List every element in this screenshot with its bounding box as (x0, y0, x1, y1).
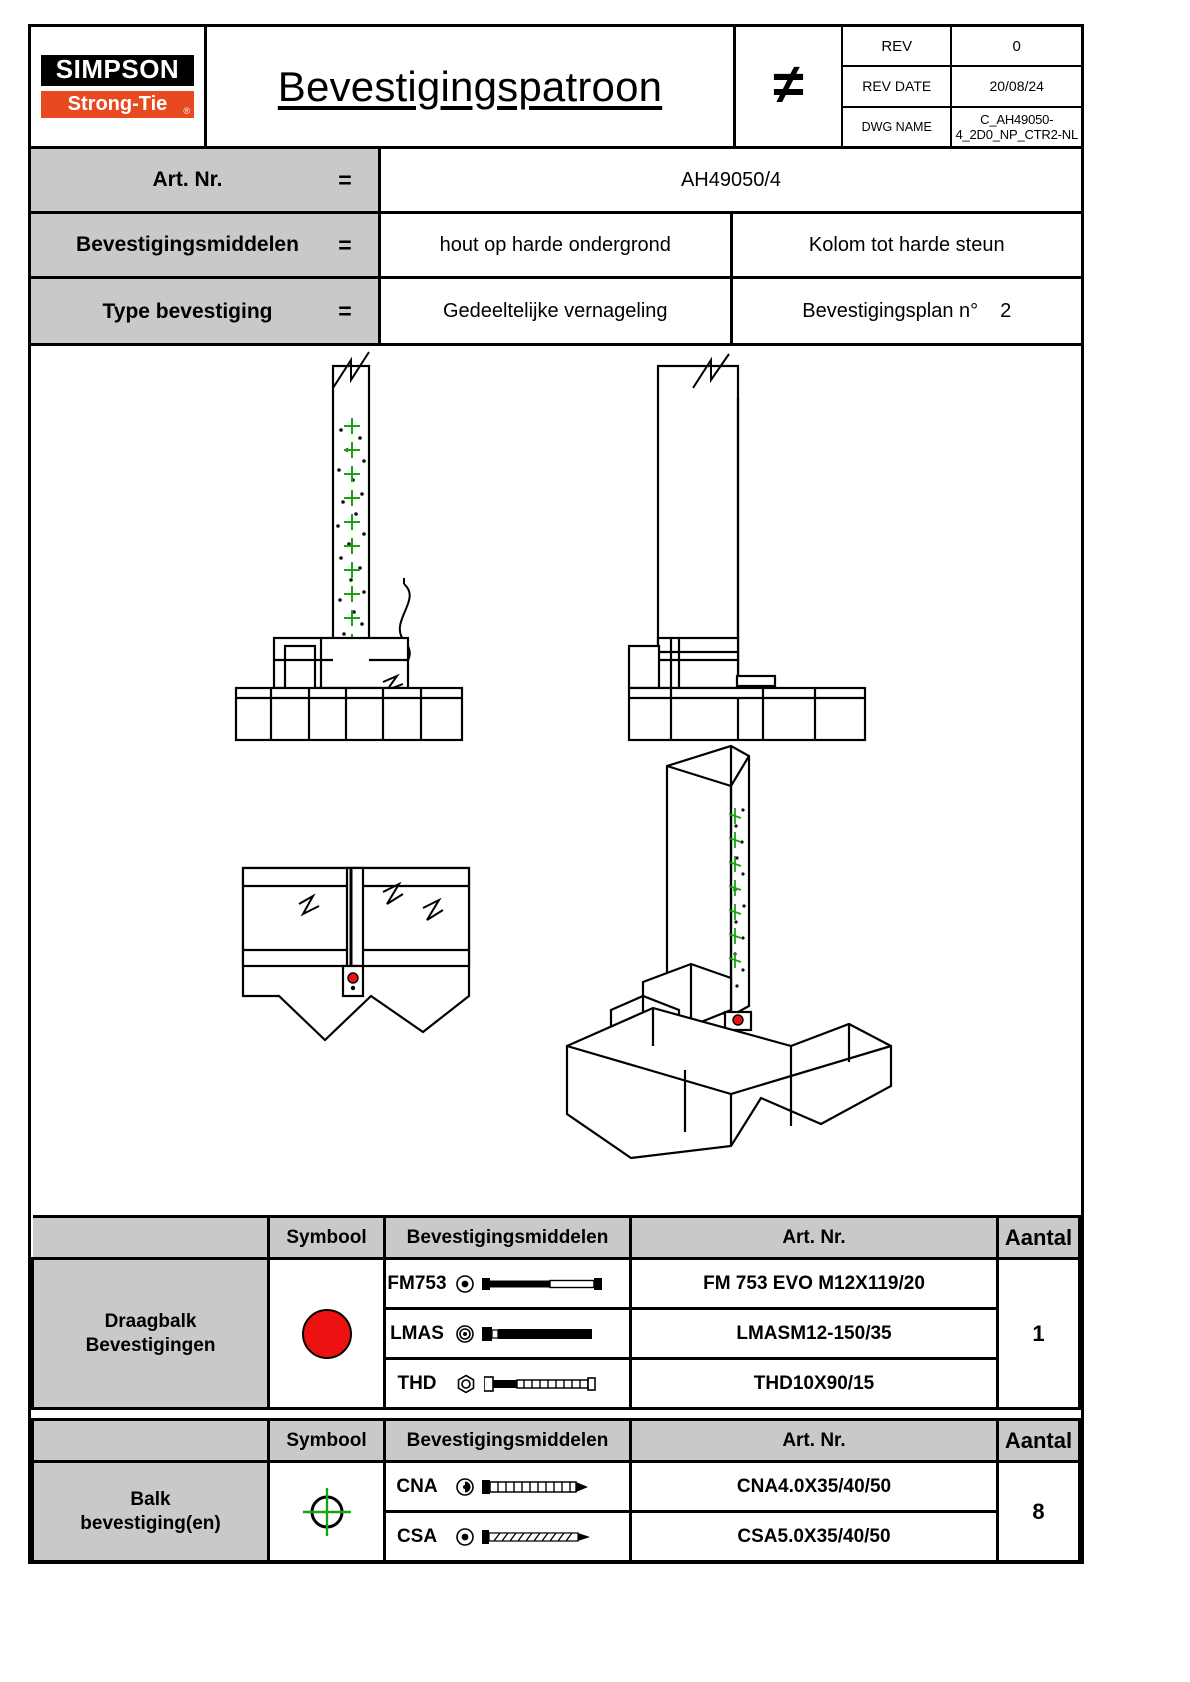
art-nr-csa: CSA5.0X35/40/50 (631, 1512, 998, 1562)
title-block (31, 27, 1081, 146)
table-header-row (33, 1217, 1080, 1259)
fastener-name: CSA (396, 1525, 438, 1547)
header-art-nr: Art. Nr. (631, 1217, 998, 1259)
header-fasteners: Bevestigingsmiddelen (385, 1420, 631, 1462)
brand-logo (31, 27, 207, 146)
green-crosshair-symbol (299, 1484, 355, 1540)
dwg-name-row (843, 108, 1081, 146)
isometric-3d-view (567, 746, 891, 1158)
equals-sign: = (338, 231, 352, 258)
art-nr-lmas: LMASM12-150/35 (631, 1309, 998, 1359)
info-value-plan (733, 279, 1082, 344)
quantity-draagbalk: 1 (998, 1259, 1080, 1409)
header-fasteners: Bevestigingsmiddelen (385, 1217, 631, 1259)
threaded-rod-icon (482, 1325, 604, 1343)
legend-area (31, 1215, 1081, 1563)
header-art-nr: Art. Nr. (631, 1420, 998, 1462)
sheet-title-cell (207, 27, 736, 146)
rev-date-value: 20/08/24 (989, 78, 1044, 95)
wood-screw-icon (482, 1528, 594, 1546)
registered-mark: ® (183, 106, 190, 117)
fastener-cell-csa (385, 1512, 631, 1562)
dwg-name-label: DWG NAME (843, 108, 952, 146)
info-block (31, 146, 1081, 343)
rev-value: 0 (1012, 37, 1021, 55)
equals-sign: = (338, 166, 352, 193)
dwg-name-value: C_AH49050-4_2D0_NP_CTR2-NL (955, 111, 1078, 142)
art-nr-thd: THD10X90/15 (631, 1359, 998, 1409)
group-label-line2: bevestiging(en) (80, 1512, 221, 1534)
fastener-name: THD (397, 1372, 437, 1394)
legend-table-joist-fixings (31, 1418, 1081, 1563)
group-label-line1: Draagbalk (104, 1310, 197, 1332)
drawing-area (31, 343, 1081, 1215)
page-title: Bevestigingspatroon (277, 62, 663, 110)
quantity-balk: 8 (998, 1462, 1080, 1562)
logo-strongtie-label: Strong-Tie (67, 93, 168, 116)
sheet-frame (28, 24, 1084, 1564)
info-value-fixing-type: Gedeeltelijke vernageling (381, 279, 733, 344)
hex-screw-icon (456, 1374, 476, 1394)
plan-number: 2 (1000, 300, 1012, 322)
art-nr-fm753: FM 753 EVO M12X119/20 (631, 1259, 998, 1309)
front-elevation-view (236, 352, 462, 740)
fastener-cell-lmas (385, 1309, 631, 1359)
red-circle-symbol (302, 1309, 352, 1359)
info-row-fasteners (31, 214, 1081, 279)
group-label-line1: Balk (130, 1488, 171, 1510)
revision-table (843, 27, 1081, 146)
legend-table-beam-fixings (31, 1215, 1081, 1410)
info-label-fixing-type (31, 279, 381, 344)
header-symbol: Symbool (269, 1420, 385, 1462)
info-value-art-nr: AH49050/4 (680, 168, 782, 191)
technical-drawing (31, 346, 1081, 1214)
screw-head-icon (456, 1528, 474, 1546)
revision-row (843, 27, 1081, 67)
plan-section-view (243, 868, 469, 1040)
bolt-head-icon (456, 1275, 474, 1293)
symbol-red-circle-cell (269, 1259, 385, 1409)
info-label-text: Bevestigingsmiddelen (76, 233, 299, 256)
info-row-art-nr (31, 149, 1081, 214)
group-label-balk (33, 1462, 269, 1562)
group-label-draagbalk (33, 1259, 269, 1409)
info-label-text: Type bevestiging (102, 299, 273, 323)
logo-strongtie-text (41, 91, 194, 118)
header-symbol: Symbool (269, 1217, 385, 1259)
table-row (33, 1462, 1080, 1512)
not-equal-icon (736, 27, 843, 146)
info-value-substrate: hout op harde ondergrond (381, 214, 733, 276)
header-blank (33, 1217, 269, 1259)
rev-date-label: REV DATE (843, 67, 952, 105)
fastener-name: CNA (396, 1475, 438, 1497)
plan-label: Bevestigingsplan n° (802, 300, 979, 322)
revision-block (736, 27, 1081, 146)
washer-bolt-icon (456, 1325, 474, 1343)
coach-screw-icon (484, 1375, 604, 1393)
info-value-application: Kolom tot harde steun (808, 233, 1005, 256)
not-equal-glyph: ≠ (773, 51, 804, 115)
revision-date-row (843, 67, 1081, 107)
ring-nail-icon (482, 1478, 594, 1496)
symbol-crosshair-cell (269, 1462, 385, 1562)
header-quantity: Aantal (998, 1217, 1080, 1259)
fastener-cell-thd (385, 1359, 631, 1409)
table-row (33, 1259, 1080, 1309)
group-label-line2: Bevestigingen (85, 1334, 216, 1356)
art-nr-cna: CNA4.0X35/40/50 (631, 1462, 998, 1512)
info-label-art-nr (31, 149, 381, 211)
info-label-text: Art. Nr. (152, 168, 223, 191)
table-header-row (33, 1420, 1080, 1462)
table-gap (31, 1410, 1081, 1418)
anchor-bolt-icon (482, 1275, 604, 1293)
fastener-cell-cna (385, 1462, 631, 1512)
header-blank (33, 1420, 269, 1462)
logo-simpson-text: SIMPSON (41, 55, 194, 86)
fastener-name: FM753 (387, 1272, 447, 1294)
info-label-fasteners (31, 214, 381, 276)
side-elevation-view (629, 354, 865, 740)
equals-sign: = (338, 298, 352, 324)
rev-label: REV (843, 27, 952, 65)
nail-head-icon (456, 1478, 474, 1496)
fastener-name: LMAS (390, 1322, 444, 1344)
info-row-fixing-type (31, 279, 1081, 344)
header-quantity: Aantal (998, 1420, 1080, 1462)
fastener-cell-fm753 (385, 1259, 631, 1309)
